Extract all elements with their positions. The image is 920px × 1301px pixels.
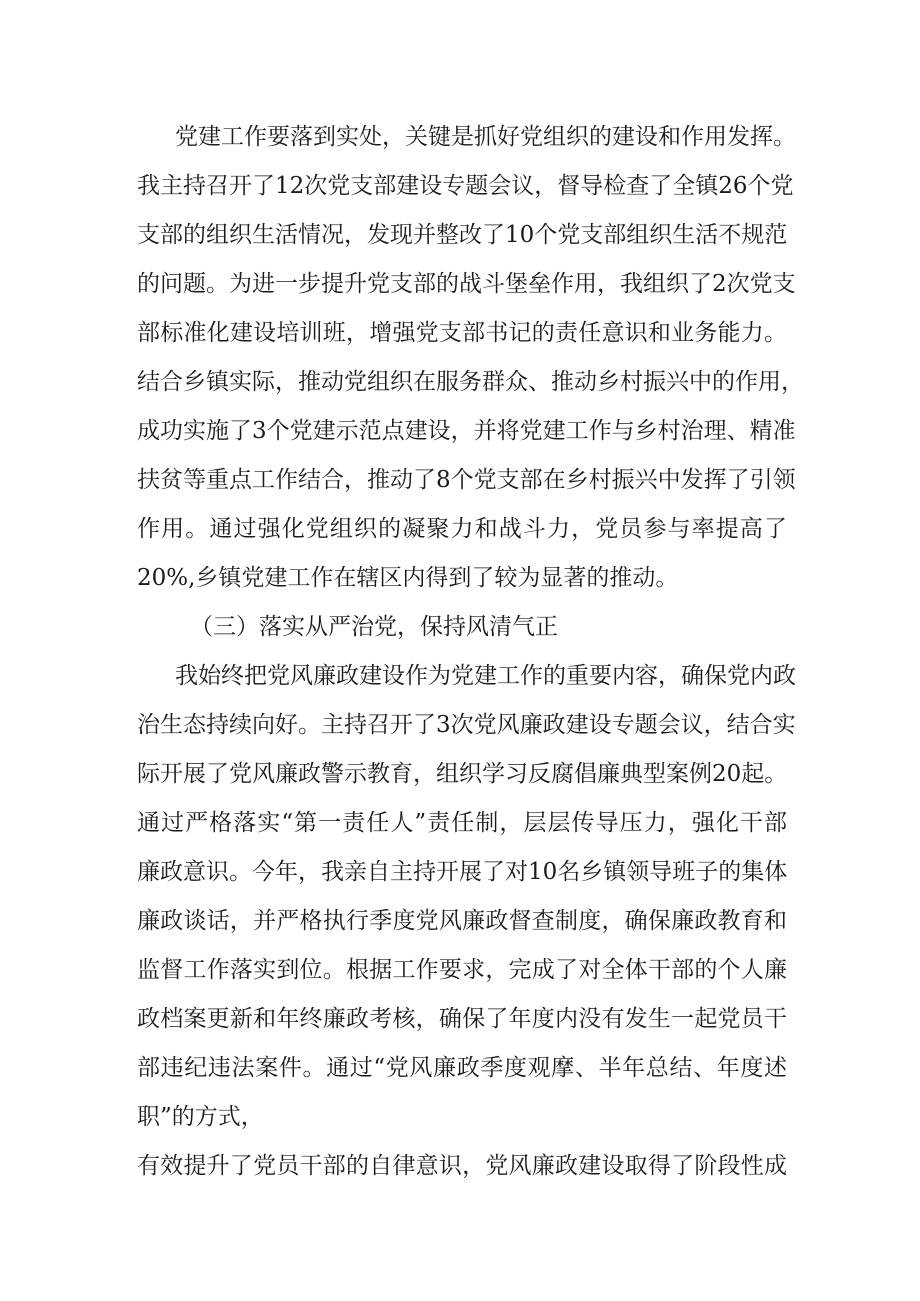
paragraph-2-line-1: 我始终把党风廉政建设作为党建工作的重要内容，确保党内政	[175, 663, 796, 689]
paragraph-1-line-4: 的问题。为进一步提升党支部的战斗堡垒作用，我组织了2次党支	[137, 271, 796, 297]
paragraph-2-line-2: 治生态持续向好。主持召开了3次党风廉政建设专题会议，结合实	[137, 712, 796, 738]
paragraph-2-line-9: 部违纪违法案件。通过“党风廉政季度观摩、半年总结、年度述	[137, 1055, 787, 1081]
paragraph-2-line-5: 廉政意识。今年，我亲自主持开展了对10名乡镇领导班子的集体	[137, 859, 788, 885]
paragraph-1-line-3: 支部的组织生活情况，发现并整改了10个党支部组织生活不规范	[137, 222, 788, 248]
paragraph-1-line-5: 部标准化建设培训班，增强党支部书记的责任意识和业务能力。	[137, 320, 787, 346]
paragraph-2-line-3: 际开展了党风廉政警示教育，组织学习反腐倡廉典型案例20起。	[137, 761, 788, 787]
section-heading: （三）落实从严治党，保持风清气正	[190, 614, 558, 640]
paragraph-2-line-7: 监督工作落实到位。根据工作要求，完成了对全体干部的个人廉	[137, 957, 787, 983]
paragraph-1-line-2: 我主持召开了12次党支部建设专题会议，督导检查了全镇26个党	[137, 173, 794, 199]
paragraph-2-line-10: 职”的方式，	[137, 1104, 264, 1130]
paragraph-1-line-1: 党建工作要落到实处，关键是抓好党组织的建设和作用发挥。	[175, 124, 796, 150]
paragraph-1-line-9: 作用。通过强化党组织的凝聚力和战斗力，党员参与率提高了	[137, 516, 787, 542]
paragraph-1-line-8: 扶贫等重点工作结合，推动了8个党支部在乡村振兴中发挥了引领	[137, 467, 796, 493]
paragraph-1-line-7: 成功实施了3个党建示范点建设，并将党建工作与乡村治理、精准	[137, 418, 796, 444]
paragraph-1-line-10: 20%,乡镇党建工作在辖区内得到了较为显著的推动。	[137, 565, 679, 591]
paragraph-2-line-6: 廉政谈话，并严格执行季度党风廉政督查制度，确保廉政教育和	[137, 908, 787, 934]
paragraph-2-line-8: 政档案更新和年终廉政考核，确保了年度内没有发生一起党员干	[137, 1006, 787, 1032]
paragraph-3-line-1: 有效提升了党员干部的自律意识，党风廉政建设取得了阶段性成	[137, 1153, 787, 1179]
paragraph-1-line-6: 结合乡镇实际，推动党组织在服务群众、推动乡村振兴中的作用，	[137, 369, 804, 395]
paragraph-2-line-4: 通过严格落实“第一责任人”责任制，层层传导压力，强化干部	[137, 810, 787, 836]
